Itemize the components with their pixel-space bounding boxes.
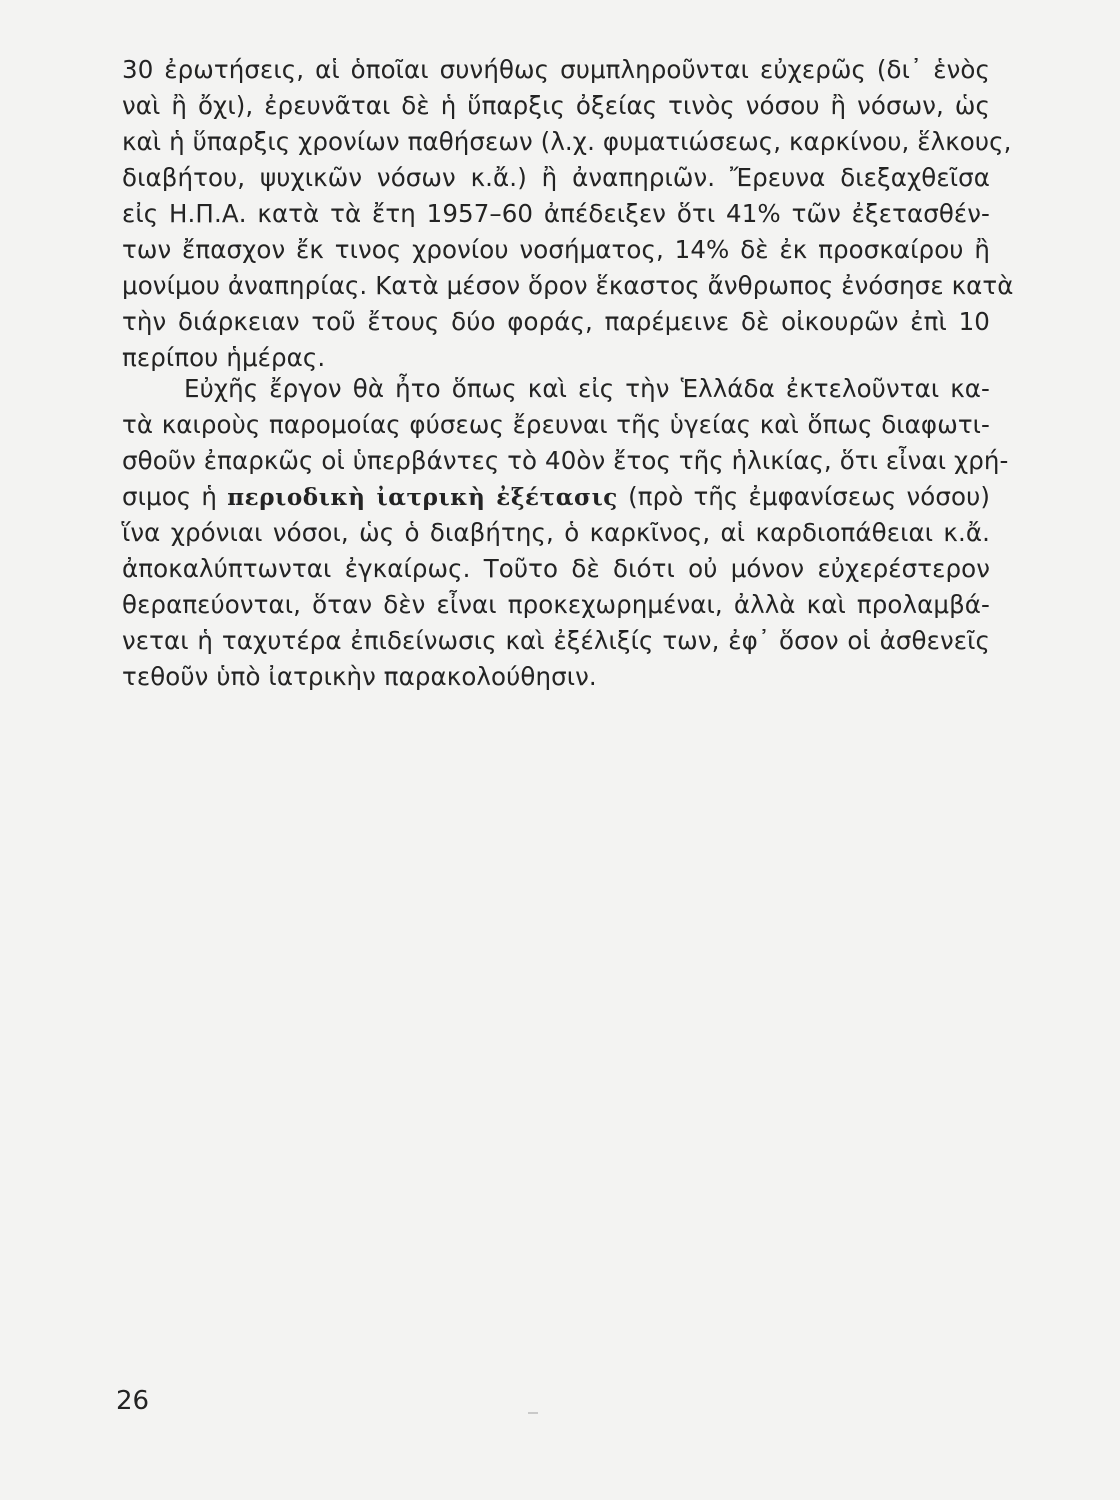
emphasized-term: περιοδικὴ ἰατρικὴ ἐξέτασις — [227, 484, 618, 511]
line-text: σιμος ἡ — [122, 482, 218, 511]
paper-speck — [528, 1412, 538, 1414]
paragraph-1-line: 30 ἐρωτήσεις, αἱ ὁποῖαι συνήθως συμπληροῦνται εὐχερῶς (δι᾽ ἑνὸς — [122, 55, 990, 84]
paragraph-2-line: νεται ἡ ταχυτέρα ἐπιδείνωσις καὶ ἐξέλιξίς των, ἐφ᾽ ὅσον οἱ ἀσθενεῖς — [122, 626, 990, 655]
paragraph-2 — [122, 371, 1009, 695]
paragraph-1-line: των ἔπασχον ἔκ τινος χρονίου νοσήματος, 14% δὲ ἐκ προσκαίρου ἢ — [122, 235, 990, 264]
page-number: 26 — [116, 1386, 150, 1416]
paragraph-1-line: καὶ ἡ ὕπαρξις χρονίων παθήσεων (λ.χ. φυματιώσεως, καρκίνου, ἕλκους, — [122, 127, 1012, 156]
paragraph-2-line: ἵνα χρόνιαι νόσοι, ὡς ὁ διαβήτης, ὁ καρκῖνος, αἱ καρδιοπάθειαι κ.ἄ. — [122, 518, 990, 547]
paragraph-1-last-line: περίπου ἡμέρας. — [122, 343, 326, 372]
paragraph-2-line: ἀποκαλύπτωνται ἐγκαίρως. Τοῦτο δὲ διότι οὐ μόνον εὐχερέστερον — [122, 554, 990, 583]
paragraph-1-line: διαβήτου, ψυχικῶν νόσων κ.ἄ.) ἢ ἀναπηριῶν. Ἔρευνα διεξαχθεῖσα — [122, 163, 990, 192]
paragraph-1-line: μονίμου ἀναπηρίας. Κατὰ μέσον ὅρον ἕκαστος ἄνθρωπος ἐνόσησε κατὰ — [122, 271, 1014, 300]
paragraph-2-emphasis-line — [122, 479, 990, 515]
line-text: (πρὸ τῆς ἐμφανίσεως νόσου) — [628, 482, 991, 511]
bleed-through-texture — [122, 760, 990, 796]
paragraph-1-line: εἰς Η.Π.Α. κατὰ τὰ ἔτη 1957–60 ἀπέδειξεν ὅτι 41% τῶν ἐξετασθέν- — [122, 199, 990, 228]
paragraph-2-line: σθοῦν ἐπαρκῶς οἱ ὑπερβάντες τὸ 40ὸν ἔτος τῆς ἡλικίας, ὅτι εἶναι χρή- — [122, 446, 1009, 475]
paragraph-1 — [122, 52, 1014, 376]
paragraph-2-last-line: τεθοῦν ὑπὸ ἰατρικὴν παρακολούθησιν. — [122, 662, 597, 691]
paragraph-1-line: τὴν διάρκειαν τοῦ ἔτους δύο φοράς, παρέμεινε δὲ οἰκουρῶν ἐπὶ 10 — [122, 307, 990, 336]
paragraph-2-line: θεραπεύονται, ὅταν δὲν εἶναι προκεχωρημέναι, ἀλλὰ καὶ προλαμβά- — [122, 590, 990, 619]
paragraph-1-line: ναὶ ἢ ὄχι), ἐρευνᾶται δὲ ἡ ὕπαρξις ὀξείας τινὸς νόσου ἢ νόσων, ὡς — [122, 91, 990, 120]
paragraph-2-line: τὰ καιροὺς παρομοίας φύσεως ἔρευναι τῆς ὑγείας καὶ ὅπως διαφωτι- — [122, 410, 990, 439]
paragraph-2-line: Εὐχῆς ἔργον θὰ ἦτο ὅπως καὶ εἰς τὴν Ἑλλάδα ἐκτελοῦνται κα- — [184, 374, 990, 403]
